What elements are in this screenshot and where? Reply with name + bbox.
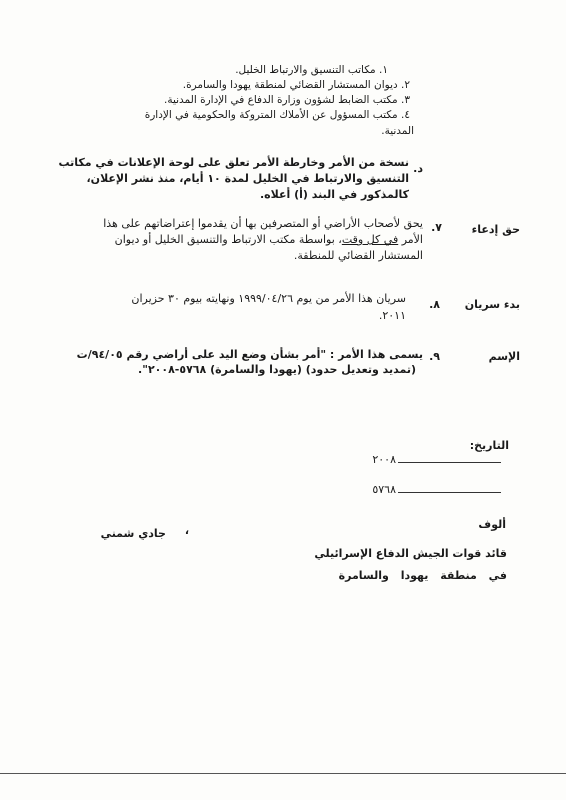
section7-line3: المستشار القضائي للمنطقة. <box>293 249 423 262</box>
date-year: ٢٠٠٨ <box>372 453 396 466</box>
section7-line2-underlined: في كل وقت <box>341 233 399 246</box>
distribution-item-1: ١. مكاتب التنسيق والارتباط الخليل. <box>235 64 388 76</box>
section7-line2 <box>115 232 423 247</box>
date-underline <box>398 462 501 463</box>
date-label: التاريخ: <box>469 439 509 452</box>
section8-line1: سريان هذا الأمر من يوم ١٩٩٩/٠٤/٢٦ ونهايته بيوم ٣٠ حزيران <box>131 292 406 305</box>
section7-heading: حق إدعاء <box>471 223 520 236</box>
distribution-item-3: ٣. مكتب الضابط لشؤون وزارة الدفاع في الإدارة المدنية. <box>163 94 410 106</box>
distribution-item-4-line1: ٤. مكتب المسؤول عن الأملاك المتروكة والحكومية في الإدارة <box>144 109 410 121</box>
section7-line2-post: ، بواسطة مكتب الارتباط والتنسيق الخليل أو ديوان <box>114 233 342 246</box>
signature-title-line1: قائد قوات الجيش الدفاع الإسرائيلي <box>314 547 507 560</box>
hebrew-year-underline <box>398 492 501 493</box>
signature-title-line2: في منطقة يهودا والسامرة <box>338 569 507 582</box>
clause-d-line1: نسخة من الأمر وخارطة الأمر تعلق على لوحة الإعلانات في مكاتب <box>58 156 409 169</box>
distribution-item-2: ٢. ديوان المستشار القضائي لمنطقة يهودا والسامرة. <box>182 79 410 91</box>
hebrew-year: ٥٧٦٨ <box>372 483 396 496</box>
section8-heading: بدء سريان <box>464 298 520 311</box>
signature-comma: ، <box>184 524 189 537</box>
section9-line1: يسمى هذا الأمر : "أمر بشأن وضع اليد على أراضي رقم ٩٤/٠٥/ت <box>76 348 423 361</box>
section7-line2-pre: الأمر <box>398 233 423 246</box>
clause-d-line3: كالمذكور في البند (أ) أعلاه. <box>259 188 409 201</box>
section9-heading: الإسم <box>488 350 520 363</box>
signature-name: جادي شمني <box>100 527 166 540</box>
clause-d-letter: د. <box>413 162 423 175</box>
section8-line2: ٢٠١١. <box>378 309 406 322</box>
section8-number: ٨. <box>429 298 440 311</box>
section7-line1: يحق لأصحاب الأراضي أو المتصرفين بها أن يقدموا إعتراضاتهم على هذا <box>103 217 423 230</box>
section9-line2: (تمديد وتعديل حدود) (يهودا والسامرة) ٥٧٦٨-٢٠٠٨". <box>138 363 416 376</box>
section9-number: ٩. <box>429 350 440 363</box>
section7-number: ٧. <box>431 221 442 234</box>
footer-rule <box>0 773 566 774</box>
clause-d-line2: التنسيق والارتباط في الخليل لمدة ١٠ أيام، منذ نشر الإعلان، <box>86 172 409 185</box>
signature-rank: ألوف <box>478 518 506 531</box>
distribution-item-4-line2: المدنية. <box>381 125 414 137</box>
